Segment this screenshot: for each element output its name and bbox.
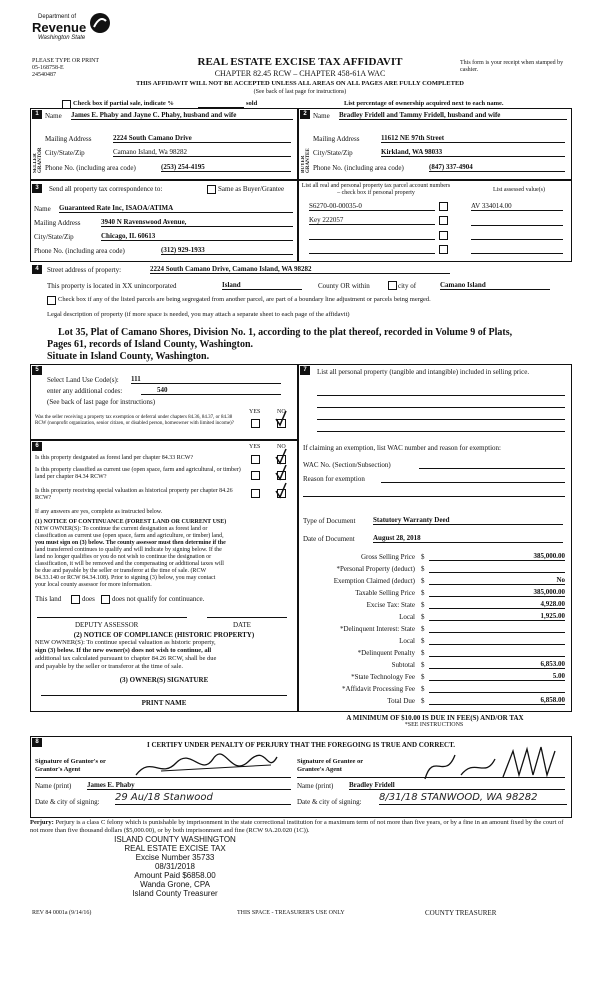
buyer-name-label: Name <box>313 112 330 120</box>
tax-row <box>299 599 571 611</box>
notice-1-line-8: 84.33.140 or RCW 84.34.108). Prior to signing (3) below, you may contact <box>35 575 216 581</box>
tax-row-value[interactable]: 385,000.00 <box>429 552 565 561</box>
tax-row <box>299 683 571 695</box>
tax-row-value[interactable]: 385,000.00 <box>429 588 565 597</box>
correspondence-city-field[interactable]: Chicago, IL 60613 <box>101 232 293 241</box>
doc-date-field[interactable]: August 28, 2018 <box>373 534 563 543</box>
tax-row <box>299 587 571 599</box>
perjury-label: Perjury: <box>30 819 54 826</box>
treasurer-use-only: THIS SPACE - TREASURER'S USE ONLY <box>237 910 345 916</box>
notice-1-line-3: you must sign on (3) below. The county assessor must then determine if the <box>35 540 226 546</box>
tax-row <box>299 623 571 635</box>
tax-row-value[interactable]: 6,853.00 <box>429 660 565 669</box>
seller-name-field[interactable]: James E. Phaby and Jayne C. Phaby, husband and wife <box>71 111 293 120</box>
tax-row-currency: $ <box>421 553 425 561</box>
exemption-yes-checkbox[interactable] <box>251 419 260 428</box>
stamp-excise-number: Excise Number 35733 <box>135 853 215 862</box>
notice-2-line-3: additional tax calculated pursuant to chapter 84.26 RCW, shall be due <box>35 655 217 662</box>
notice-2-line-1: NEW OWNER(S): To continue special valuation as historic property, <box>35 639 216 646</box>
certify-statement: I CERTIFY UNDER PENALTY OF PERJURY THAT THE FOREGOING IS TRUE AND CORRECT. <box>146 741 455 749</box>
section-6-number: 6 <box>32 442 42 451</box>
does-not-label: does not qualify for continuance. <box>112 595 205 603</box>
tax-row-value[interactable]: No <box>429 576 565 585</box>
buyer-city-field[interactable]: Kirkland, WA 98033 <box>381 148 565 157</box>
section-7 <box>298 364 572 722</box>
parcel-field-3[interactable] <box>309 239 435 240</box>
tax-row-label: Excise Tax: State <box>366 601 415 609</box>
print-name-label: PRINT NAME <box>141 699 187 707</box>
section-5-yes-header: YES <box>249 409 261 415</box>
notice-2-line-2: sign (3) below. If the new owner(s) does not wish to continue, all <box>35 647 212 654</box>
tax-row <box>299 575 571 587</box>
perjury-text: Perjury is a class C felony which is punishable by imprisonment in the state correctional institution for a maximum term of not more than five years, or by a fine in an amount fixed by the court of not more than five thousand dollars ($5,000.00), or by both imprisonment and fine (RCW 9A.20.020 (1C)). <box>30 819 564 834</box>
form-number: 05-168758-E <box>32 65 64 71</box>
grantor-date-city-field[interactable]: 29 Au/18 Stanwood <box>115 792 291 805</box>
current-use-question: Is this property classified as current use (open space, farm and agricultural, or timber) land per chapter 84.34 RCW? <box>35 467 241 480</box>
stamp-amount-paid: Amount Paid $6858.00 <box>134 871 216 880</box>
treasurer-stamp <box>100 835 250 898</box>
tax-row-label: *State Technology Fee <box>351 673 415 681</box>
notice-2-line-4: and payable by the seller or transferor at the time of sale. <box>35 663 183 670</box>
section-3-number: 3 <box>32 184 42 193</box>
section-8-number: 8 <box>32 738 42 747</box>
stamp-treasurer-name: Wanda Grone, CPA <box>140 880 210 889</box>
tax-row-currency: $ <box>421 601 425 609</box>
form-subtitle: CHAPTER 82.45 RCW – CHAPTER 458-61A WAC <box>214 69 386 78</box>
buyer-address-field[interactable]: 11612 NE 97th Street <box>381 134 565 143</box>
section-6-yes-header: YES <box>249 444 261 450</box>
forest-yes-checkbox[interactable] <box>251 455 260 464</box>
tax-row-value[interactable]: 1,925.00 <box>429 612 565 621</box>
legal-description-line-3: Situate in Island County, Washington. <box>47 351 210 362</box>
tax-row-currency: $ <box>421 661 425 669</box>
form-number-2: 24540487 <box>32 72 56 78</box>
tax-row <box>299 671 571 683</box>
street-field[interactable]: 2224 South Camano Drive, Camano Island, WA 98282 <box>150 265 450 274</box>
section-1-seller <box>30 108 298 180</box>
grantee-date-city-label: Date & city of signing: <box>297 798 362 806</box>
personal-property-label: List all personal property (tangible and intangible) included in selling price. <box>317 368 530 376</box>
tax-row-value[interactable] <box>429 636 565 645</box>
additional-codes-field[interactable]: 540 <box>141 386 281 395</box>
if-yes-instruction: If any answers are yes, complete as instructed below. <box>35 509 163 515</box>
grantee-name-field[interactable]: Bradley Fridell <box>349 781 565 790</box>
section-1-number: 1 <box>32 110 42 119</box>
deputy-date-line[interactable] <box>207 617 287 618</box>
deputy-date-label: DATE <box>233 621 251 629</box>
historic-question: Is this property receiving special valuation as historical property per chapter 84.26 RCW? <box>35 488 233 501</box>
parcel-2-personal-checkbox[interactable] <box>439 216 448 225</box>
tax-row-label: Exemption Claimed (deduct) <box>333 577 415 585</box>
tax-row-currency: $ <box>421 649 425 657</box>
seller-address-label: Mailing Address <box>45 135 92 143</box>
section-2-number: 2 <box>300 110 310 119</box>
owner-signature-line[interactable] <box>41 695 287 696</box>
tax-row-label: *Personal Property (deduct) <box>336 565 415 573</box>
correspondence-phone-field[interactable]: (312) 929-1933 <box>161 246 293 255</box>
tax-row-label: Total Due <box>387 697 415 705</box>
dept-big: Revenue <box>32 20 87 35</box>
legal-description-line-2: Pages 61, records of Island County, Washington. <box>47 339 254 350</box>
notice-1-line-9: your local county assessor for more information. <box>35 582 152 588</box>
tax-row-currency: $ <box>421 577 425 585</box>
located-label: This property is located in XX unincorporated <box>47 282 177 290</box>
correspondence-name-label: Name <box>34 205 51 213</box>
section-2-buyer <box>298 108 572 180</box>
doc-type-field[interactable]: Statutory Warranty Deed <box>373 516 563 525</box>
current-use-no-check-icon <box>274 463 288 481</box>
tax-row-value[interactable] <box>429 564 565 573</box>
section-5-no-header: NO <box>277 409 286 415</box>
section-8 <box>30 736 572 818</box>
city-of-label: city of <box>398 282 417 290</box>
parcels-heading: List all real and personal property tax parcel account numbers – check box if personal property <box>301 183 451 196</box>
seller-name-label: Name <box>45 112 62 120</box>
buyer-side-label: BUYER GRANTEE <box>301 148 311 173</box>
section-5-number: 5 <box>32 366 42 375</box>
reason-field-1[interactable] <box>381 482 565 483</box>
notice-1-line-4: land transferred continues to qualify and will indicate by signing below. If the <box>35 547 222 553</box>
grantee-signature-label: Signature of Grantee or Grantee's Agent <box>297 758 364 773</box>
parcels-section <box>298 180 572 262</box>
dept-state: Washington State <box>38 35 86 41</box>
buyer-phone-label: Phone No. (including area code) <box>313 164 404 172</box>
county-treasurer-label: COUNTY TREASURER <box>425 909 497 917</box>
grantee-name-label: Name (print) <box>297 782 334 790</box>
section-6 <box>30 440 298 712</box>
tax-row-currency: $ <box>421 685 425 693</box>
minimum-fee-notice: A MINIMUM OF $10.00 IS DUE IN FEE(S) AND/OR TAX <box>346 714 524 722</box>
section-6-no-header: NO <box>277 444 286 450</box>
segregated-label: Check box if any of the listed parcels are being segregated from another parcel, are part of a boundary line adjustment or parcels being merged. <box>58 296 431 303</box>
tax-row-label: Local <box>399 613 415 621</box>
buyer-city-label: City/State/Zip <box>313 149 353 157</box>
additional-codes-label: enter any additional codes: <box>47 387 123 395</box>
parcel-field-1[interactable]: S6270-00-00035-0 <box>309 202 435 211</box>
this-land-label: This land <box>35 595 62 603</box>
correspondence-address-label: Mailing Address <box>34 219 81 227</box>
notice-1-line-6: classification, it will be removed and the compensating or additional taxes will <box>35 561 224 567</box>
parcel-4-personal-checkbox[interactable] <box>439 245 448 254</box>
reason-field-2[interactable] <box>303 496 565 497</box>
notice-1-line-2: classification as current use (open space, farm and agriculture, or timber) land, <box>35 533 224 539</box>
see-instructions: *SEE INSTRUCTIONS <box>404 722 464 728</box>
notice-1-line-1: NEW OWNER(S): To continue the current designation as forest land or <box>35 526 208 532</box>
tax-row <box>299 563 571 575</box>
county-label: County OR within <box>318 282 370 290</box>
seller-city-field[interactable]: Camano Island, Wa 98282 <box>113 148 291 157</box>
stamp-date: 08/31/2018 <box>154 862 196 871</box>
buyer-phone-field[interactable]: (847) 337-4904 <box>429 163 565 172</box>
please-type: PLEASE TYPE OR PRINT <box>32 58 100 64</box>
tax-row-currency: $ <box>421 637 425 645</box>
historic-yes-checkbox[interactable] <box>251 489 260 498</box>
tax-row <box>299 551 571 563</box>
tax-row-value[interactable] <box>429 624 565 633</box>
sold-label: sold <box>246 100 258 107</box>
seller-phone-label: Phone No. (including area code) <box>45 164 136 172</box>
stamp-treasurer-title: Island County Treasurer <box>132 889 218 898</box>
tax-row-label: Gross Selling Price <box>360 553 415 561</box>
tax-row-currency: $ <box>421 565 425 573</box>
current-use-yes-checkbox[interactable] <box>251 471 260 480</box>
tax-row-label: *Delinquent Interest: State <box>339 625 415 633</box>
section-4-number: 4 <box>32 265 42 274</box>
legal-description-line-1: Lot 35, Plat of Camano Shores, Division No. 1, according to the plat thereof, recorded in Volume 9 of Plats, <box>58 327 513 338</box>
grantee-signature-scribble <box>421 745 567 783</box>
personal-property-line-3[interactable] <box>317 419 565 420</box>
grantor-name-field[interactable]: James E. Phaby <box>87 781 291 790</box>
notice-1-line-5: land no longer qualifies or you do not wish to continue the designation or <box>35 554 212 560</box>
dor-logo <box>32 12 122 56</box>
land-use-field[interactable]: 111 <box>131 375 281 384</box>
land-use-see-back: (See back of last page for instructions) <box>47 398 156 406</box>
does-label: does <box>82 595 95 603</box>
receipt-note: This form is your receipt when stamped by cashier. <box>460 60 564 73</box>
city-field[interactable]: Camano Island <box>440 281 550 290</box>
parcel-3-personal-checkbox[interactable] <box>439 231 448 240</box>
notice-1-title: (1) NOTICE OF CONTINUANCE (FOREST LAND OR CURRENT USE) <box>35 519 227 525</box>
tax-row <box>299 695 571 707</box>
legal-description-label: Legal description of property (if more space is needed, you may attach a separate sheet to each page of the affidavit) <box>47 311 350 318</box>
tax-row-value[interactable] <box>429 648 565 657</box>
tax-row-currency: $ <box>421 625 425 633</box>
tax-row-currency: $ <box>421 613 425 621</box>
section-7-number: 7 <box>300 366 310 375</box>
parcel-field-4[interactable] <box>309 253 435 254</box>
assessed-field-3[interactable] <box>471 239 563 240</box>
tax-row-value[interactable] <box>429 684 565 693</box>
correspondence-heading: Send all property tax correspondence to: <box>49 185 163 193</box>
parcel-1-personal-checkbox[interactable] <box>439 202 448 211</box>
tax-row-value[interactable]: 5.00 <box>429 672 565 681</box>
buyer-address-label: Mailing Address <box>313 135 360 143</box>
tax-row-value[interactable]: 4,928.00 <box>429 600 565 609</box>
dor-logo-icon <box>88 12 112 34</box>
tax-row <box>299 659 571 671</box>
assessed-heading: List assessed value(s) <box>493 187 545 193</box>
forest-land-question: Is this property designated as forest land per chapter 84.33 RCW? <box>35 455 194 461</box>
does-not-qualify-checkbox[interactable] <box>101 595 110 604</box>
street-label: Street address of property: <box>47 266 122 274</box>
tax-row-currency: $ <box>421 697 425 705</box>
segregated-checkbox[interactable] <box>47 296 56 305</box>
grantor-name-label: Name (print) <box>35 782 72 790</box>
grantor-date-city-label: Date & city of signing: <box>35 798 100 806</box>
wac-field[interactable] <box>419 468 565 469</box>
section-5 <box>30 364 298 440</box>
correspondence-phone-label: Phone No. (including area code) <box>34 247 125 255</box>
see-back: (See back of last page for instructions) <box>253 89 347 95</box>
exemption-no-check-icon <box>274 409 288 427</box>
land-use-label: Select Land Use Code(s): <box>47 376 119 384</box>
form-title: REAL ESTATE EXCISE TAX AFFIDAVIT <box>197 56 403 68</box>
perjury-notice <box>30 819 570 835</box>
tax-row-currency: $ <box>421 589 425 597</box>
tax-row <box>299 647 571 659</box>
tax-row <box>299 611 571 623</box>
seller-address-field[interactable]: 2224 South Camano Drive <box>113 134 291 143</box>
notice-1-line-7: be due and payable by the seller or transferor at the time of sale. (RCW <box>35 568 207 574</box>
assessed-field-2[interactable] <box>471 225 563 226</box>
deputy-assessor-label: DEPUTY ASSESSOR <box>75 621 139 629</box>
notice-2-title: (2) NOTICE OF COMPLIANCE (HISTORIC PROPERTY) <box>73 631 255 639</box>
partial-sale-label: Check box if partial sale, indicate % <box>73 100 174 107</box>
personal-property-line-1[interactable] <box>317 395 565 396</box>
rev-form-number: REV 84 0001a (9/14/16) <box>32 910 92 916</box>
ownership-list-label: List percentage of ownership acquired next to each name. <box>344 100 504 107</box>
grantee-date-city-field[interactable]: 8/31/18 STANWOOD, WA 98282 <box>379 792 567 805</box>
tax-row-label: Local <box>399 637 415 645</box>
grantor-signature-scribble <box>131 751 281 781</box>
county-field[interactable]: Island <box>222 281 302 290</box>
does-qualify-checkbox[interactable] <box>71 595 80 604</box>
grantor-signature-label: Signature of Grantor's or Grantor's Agent <box>35 758 106 773</box>
city-of-checkbox[interactable] <box>388 281 397 290</box>
buyer-name-field[interactable]: Bradley Fridell and Tammy Fridell, husband and wife <box>339 111 567 120</box>
tax-row <box>299 635 571 647</box>
doc-date-label: Date of Document <box>303 535 355 543</box>
tax-row-label: *Delinquent Penalty <box>357 649 415 657</box>
seller-phone-field[interactable]: (253) 254-4195 <box>161 163 291 172</box>
tax-row-label: Subtotal <box>391 661 415 669</box>
tax-row-currency: $ <box>421 673 425 681</box>
claim-exemption-label: If claiming an exemption, list WAC number and reason for exemption: <box>303 444 501 452</box>
wac-label: WAC No. (Section/Subsection) <box>303 461 391 469</box>
doc-type-label: Type of Document <box>303 517 356 525</box>
correspondence-city-label: City/State/Zip <box>34 233 74 241</box>
parcel-field-2[interactable]: Key 222057 <box>309 216 435 225</box>
deputy-assessor-sig-line[interactable] <box>37 617 187 618</box>
same-as-buyer-label: Same as Buyer/Grantee <box>218 185 285 193</box>
dept-small: Department of <box>38 14 77 20</box>
section-3-correspondence <box>30 180 298 262</box>
correspondence-name-field[interactable]: Guaranteed Rate Inc, ISAOA/ATIMA <box>59 204 293 213</box>
same-as-buyer-checkbox[interactable] <box>207 185 216 194</box>
stamp-county: ISLAND COUNTY WASHINGTON <box>114 835 236 844</box>
stamp-tax-type: REAL ESTATE EXCISE TAX <box>124 844 226 853</box>
personal-property-line-2[interactable] <box>317 407 565 408</box>
correspondence-address-field[interactable]: 3940 N Ravenswood Avenue, <box>101 218 293 227</box>
seller-side-label: SELLER GRANTOR <box>33 147 43 173</box>
exemption-question: Was the seller receiving a property tax exemption or deferral under chapters 84.36, 84.37, or 84.38 RCW (nonprofit organization, senior citizen, or disabled person, homeowner with limited income)? <box>35 415 234 426</box>
reason-label: Reason for exemption <box>303 475 365 483</box>
assessed-field-1[interactable]: AV 334014.00 <box>471 202 563 211</box>
assessed-field-4[interactable] <box>471 253 563 254</box>
tax-row-value[interactable]: 6,858.00 <box>429 696 565 705</box>
tax-row-label: Taxable Selling Price <box>355 589 415 597</box>
personal-property-line-4[interactable] <box>317 431 565 432</box>
tax-row-label: *Affidavit Processing Fee <box>342 685 415 693</box>
seller-city-label: City/State/Zip <box>45 149 85 157</box>
owner-signature-label: (3) OWNER(S) SIGNATURE <box>119 676 209 684</box>
not-accepted-notice: THIS AFFIDAVIT WILL NOT BE ACCEPTED UNLESS ALL AREAS ON ALL PAGES ARE FULLY COMPLETED <box>136 80 464 87</box>
historic-no-check-icon <box>274 481 288 499</box>
